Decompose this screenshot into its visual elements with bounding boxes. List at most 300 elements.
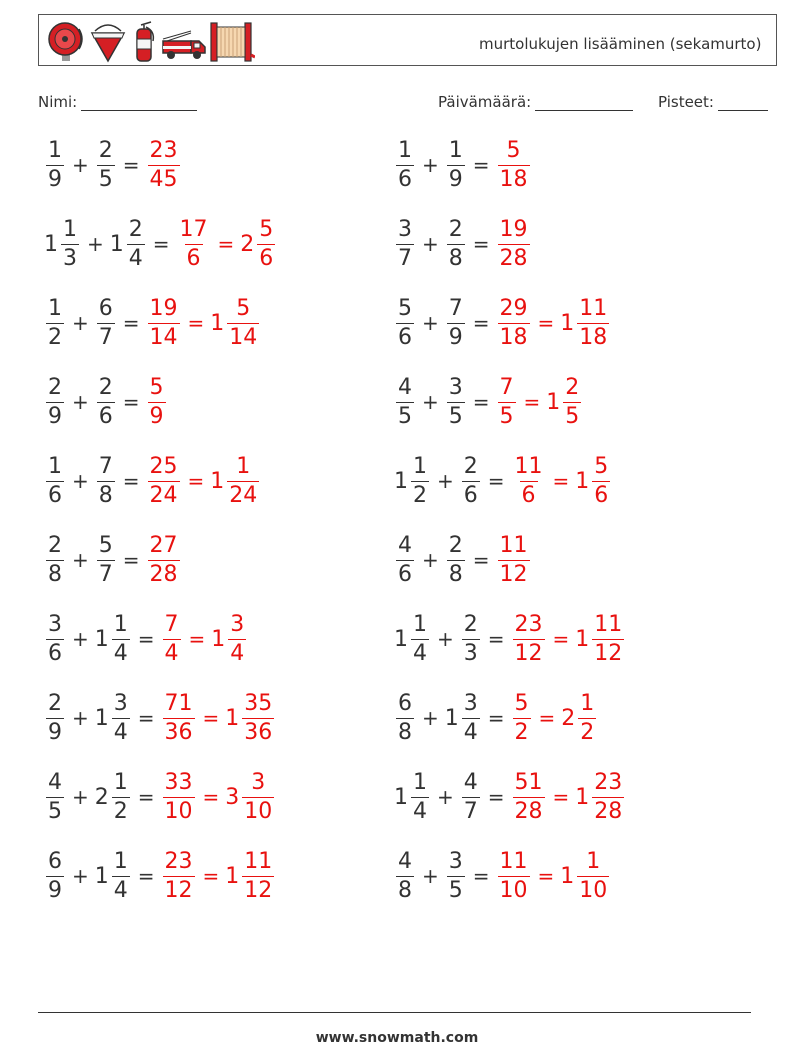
whole-number: 2 xyxy=(94,784,109,810)
answer-term xyxy=(146,137,182,192)
fraction xyxy=(148,137,180,192)
denominator: 6 xyxy=(98,403,113,429)
fraction xyxy=(396,216,414,271)
operand-term xyxy=(444,690,482,745)
denominator: 6 xyxy=(48,640,62,666)
equals-sign: = xyxy=(137,785,155,809)
denominator: 6 xyxy=(398,166,412,192)
answer-term xyxy=(240,216,277,271)
fraction xyxy=(411,453,429,508)
plus-sign: + xyxy=(422,706,439,730)
fraction xyxy=(112,611,130,666)
numerator: 1 xyxy=(413,611,427,637)
answer-term xyxy=(496,374,518,429)
operand-term xyxy=(44,690,66,745)
fraction xyxy=(242,690,274,745)
denominator: 8 xyxy=(98,482,113,508)
numerator: 5 xyxy=(98,532,113,558)
operand-term xyxy=(95,295,117,350)
answer-term xyxy=(225,690,276,745)
denominator: 12 xyxy=(164,877,193,903)
header-icons xyxy=(43,17,255,65)
problem-item xyxy=(44,134,182,196)
problem-item xyxy=(44,766,276,828)
denominator: 9 xyxy=(448,166,463,192)
denominator: 28 xyxy=(594,798,623,824)
score-line[interactable] xyxy=(718,96,768,111)
operand-term xyxy=(94,848,132,903)
equals-sign: = xyxy=(137,627,155,651)
fraction xyxy=(396,848,414,903)
numerator: 5 xyxy=(149,374,164,400)
fraction xyxy=(97,137,115,192)
fraction xyxy=(163,848,195,903)
numerator: 19 xyxy=(499,216,528,242)
denominator: 24 xyxy=(229,482,258,508)
numerator: 4 xyxy=(398,848,412,874)
equals-sign: = xyxy=(137,864,155,888)
answer-term xyxy=(225,769,276,824)
denominator: 4 xyxy=(113,877,128,903)
equals-sign: = xyxy=(472,311,490,335)
fraction xyxy=(163,611,181,666)
plus-sign: + xyxy=(72,390,89,414)
numerator: 1 xyxy=(63,216,77,242)
fraction xyxy=(97,374,115,429)
equals-sign: = xyxy=(487,627,505,651)
whole-number: 2 xyxy=(240,231,255,257)
plus-sign: + xyxy=(422,390,439,414)
whole-number: 1 xyxy=(560,310,575,336)
operand-term xyxy=(44,848,66,903)
numerator: 29 xyxy=(499,295,528,321)
equals-sign: = xyxy=(122,311,140,335)
answer-term xyxy=(161,769,197,824)
numerator: 1 xyxy=(448,137,463,163)
numerator: 1 xyxy=(236,453,251,479)
problem-item xyxy=(44,608,248,670)
answer-term xyxy=(225,848,276,903)
operand-term xyxy=(445,216,467,271)
whole-number: 1 xyxy=(210,310,225,336)
fraction xyxy=(228,611,246,666)
answer-term xyxy=(161,848,197,903)
answer-term xyxy=(575,453,612,508)
operand-term xyxy=(44,137,66,192)
whole-number: 1 xyxy=(394,468,408,494)
name-line[interactable] xyxy=(81,96,197,111)
answer-term xyxy=(511,453,547,508)
numerator: 11 xyxy=(579,295,608,321)
equals-sign: = xyxy=(137,706,155,730)
whole-number: 1 xyxy=(394,784,408,810)
numerator: 2 xyxy=(448,216,463,242)
operand-term xyxy=(394,611,431,666)
numerator: 2 xyxy=(98,374,113,400)
fraction xyxy=(163,769,195,824)
numerator: 1 xyxy=(113,848,128,874)
operand-term xyxy=(95,532,117,587)
numerator: 11 xyxy=(499,848,528,874)
numerator: 71 xyxy=(164,690,193,716)
denominator: 6 xyxy=(259,245,274,271)
operand-term xyxy=(394,137,416,192)
equals-sign: = xyxy=(202,785,220,809)
numerator: 1 xyxy=(48,295,62,321)
plus-sign: + xyxy=(72,548,89,572)
numerator: 19 xyxy=(149,295,178,321)
whole-number: 1 xyxy=(94,863,109,889)
numerator: 23 xyxy=(149,137,178,163)
fraction xyxy=(563,374,581,429)
equals-sign: = xyxy=(552,627,570,651)
fraction xyxy=(112,769,130,824)
operand-term xyxy=(44,611,66,666)
name-field xyxy=(38,93,197,111)
problem-item xyxy=(44,292,261,354)
denominator: 9 xyxy=(48,403,62,429)
fraction xyxy=(578,690,596,745)
equals-sign: = xyxy=(472,390,490,414)
numerator: 2 xyxy=(48,374,62,400)
numerator: 4 xyxy=(463,769,478,795)
footer-divider xyxy=(38,1012,751,1013)
problem-item xyxy=(44,213,277,275)
whole-number: 1 xyxy=(210,468,225,494)
denominator: 12 xyxy=(244,877,273,903)
denominator: 12 xyxy=(499,561,528,587)
whole-number: 1 xyxy=(546,389,561,415)
denominator: 28 xyxy=(499,245,528,271)
operand-term xyxy=(94,611,132,666)
plus-sign: + xyxy=(72,706,89,730)
equals-sign: = xyxy=(487,469,505,493)
numerator: 2 xyxy=(48,690,62,716)
fraction xyxy=(513,611,545,666)
problem-item xyxy=(394,134,532,196)
equals-sign: = xyxy=(523,390,541,414)
denominator: 10 xyxy=(499,877,528,903)
denominator: 9 xyxy=(448,324,463,350)
denominator: 4 xyxy=(128,245,143,271)
denominator: 2 xyxy=(113,798,128,824)
numerator: 11 xyxy=(244,848,273,874)
denominator: 7 xyxy=(398,245,412,271)
fraction xyxy=(46,295,64,350)
fraction xyxy=(178,216,210,271)
denominator: 9 xyxy=(48,877,62,903)
problem-item xyxy=(394,529,532,591)
numerator: 5 xyxy=(594,453,609,479)
fraction xyxy=(396,137,414,192)
operand-term xyxy=(394,532,416,587)
answer-term xyxy=(146,295,182,350)
operand-term xyxy=(44,295,66,350)
fraction xyxy=(46,532,64,587)
fraction xyxy=(411,769,429,824)
denominator: 8 xyxy=(48,561,62,587)
fraction xyxy=(498,137,530,192)
numerator: 1 xyxy=(113,769,128,795)
answer-term xyxy=(560,295,611,350)
answer-term xyxy=(496,137,532,192)
equals-sign: = xyxy=(472,864,490,888)
operand-term xyxy=(44,453,66,508)
operand-term xyxy=(94,690,132,745)
answer-term xyxy=(546,374,583,429)
denominator: 45 xyxy=(149,166,178,192)
fraction xyxy=(462,769,480,824)
fraction xyxy=(513,769,545,824)
answer-term xyxy=(511,769,547,824)
equals-sign: = xyxy=(538,706,556,730)
whole-number: 1 xyxy=(575,784,590,810)
answer-term xyxy=(496,295,532,350)
whole-number: 1 xyxy=(44,231,58,257)
fraction xyxy=(462,690,480,745)
answer-term xyxy=(176,216,212,271)
numerator: 2 xyxy=(128,216,143,242)
denominator: 4 xyxy=(113,719,128,745)
denominator: 14 xyxy=(229,324,258,350)
answer-term xyxy=(161,611,183,666)
operand-term xyxy=(95,137,117,192)
numerator: 5 xyxy=(514,690,529,716)
plus-sign: + xyxy=(422,864,439,888)
denominator: 7 xyxy=(463,798,478,824)
fraction xyxy=(577,848,609,903)
fraction xyxy=(97,453,115,508)
answer-term xyxy=(146,532,182,587)
answer-term xyxy=(210,453,261,508)
operand-term xyxy=(44,216,81,271)
denominator: 7 xyxy=(98,324,113,350)
denominator: 4 xyxy=(413,798,427,824)
fraction xyxy=(513,690,531,745)
fraction xyxy=(498,374,516,429)
fraction xyxy=(242,848,274,903)
numerator: 2 xyxy=(98,137,113,163)
numerator: 5 xyxy=(259,216,274,242)
numerator: 6 xyxy=(398,690,412,716)
answer-term xyxy=(496,532,532,587)
problem-item xyxy=(394,292,611,354)
denominator: 28 xyxy=(149,561,178,587)
numerator: 11 xyxy=(514,453,543,479)
whole-number: 1 xyxy=(225,863,240,889)
score-label: Pisteet: xyxy=(658,93,714,111)
operand-term xyxy=(445,848,467,903)
equals-sign: = xyxy=(202,864,220,888)
whole-number: 1 xyxy=(109,231,124,257)
fraction xyxy=(447,137,465,192)
fraction xyxy=(498,295,530,350)
fraction xyxy=(97,532,115,587)
numerator: 7 xyxy=(98,453,113,479)
fraction xyxy=(112,690,130,745)
operand-term xyxy=(394,295,416,350)
equals-sign: = xyxy=(152,232,170,256)
equals-sign: = xyxy=(537,864,555,888)
fraction xyxy=(396,295,414,350)
numerator: 5 xyxy=(398,295,412,321)
numerator: 4 xyxy=(398,532,412,558)
plus-sign: + xyxy=(422,311,439,335)
operand-term xyxy=(95,453,117,508)
denominator: 8 xyxy=(448,245,463,271)
denominator: 36 xyxy=(244,719,273,745)
fraction xyxy=(577,295,609,350)
denominator: 18 xyxy=(579,324,608,350)
numerator: 1 xyxy=(586,848,601,874)
fraction xyxy=(396,690,414,745)
operand-term xyxy=(95,374,117,429)
answer-term xyxy=(496,848,532,903)
denominator: 10 xyxy=(579,877,608,903)
operand-term xyxy=(394,453,431,508)
fraction xyxy=(447,532,465,587)
operand-term xyxy=(460,453,482,508)
equals-sign: = xyxy=(122,390,140,414)
name-label: Nimi: xyxy=(38,93,78,111)
numerator: 1 xyxy=(48,453,62,479)
problem-item xyxy=(44,687,276,749)
equals-sign: = xyxy=(187,311,205,335)
numerator: 23 xyxy=(164,848,193,874)
fire-hose-reel-icon xyxy=(209,19,255,63)
whole-number: 1 xyxy=(575,468,590,494)
whole-number: 1 xyxy=(560,863,575,889)
numerator: 27 xyxy=(149,532,178,558)
denominator: 10 xyxy=(244,798,273,824)
numerator: 2 xyxy=(463,611,478,637)
numerator: 33 xyxy=(164,769,193,795)
denominator: 8 xyxy=(448,561,463,587)
fraction xyxy=(112,848,130,903)
answer-term xyxy=(146,453,182,508)
answer-term xyxy=(511,611,547,666)
fraction xyxy=(46,690,64,745)
numerator: 51 xyxy=(514,769,543,795)
fraction xyxy=(462,611,480,666)
denominator: 4 xyxy=(463,719,478,745)
numerator: 11 xyxy=(499,532,528,558)
denominator: 12 xyxy=(514,640,543,666)
operand-term xyxy=(394,769,431,824)
equals-sign: = xyxy=(472,153,490,177)
equals-sign: = xyxy=(537,311,555,335)
numerator: 1 xyxy=(580,690,595,716)
fraction xyxy=(227,453,259,508)
equals-sign: = xyxy=(122,153,140,177)
equals-sign: = xyxy=(122,469,140,493)
operand-term xyxy=(445,295,467,350)
plus-sign: + xyxy=(72,627,89,651)
denominator: 9 xyxy=(149,403,164,429)
denominator: 6 xyxy=(463,482,478,508)
denominator: 3 xyxy=(63,245,77,271)
equals-sign: = xyxy=(202,706,220,730)
equals-sign: = xyxy=(188,627,206,651)
denominator: 4 xyxy=(164,640,179,666)
denominator: 14 xyxy=(149,324,178,350)
worksheet-title: murtolukujen lisääminen (sekamurto) xyxy=(479,35,762,53)
footer-url: www.snowmath.com xyxy=(315,1030,479,1046)
denominator: 10 xyxy=(164,798,193,824)
numerator: 11 xyxy=(594,611,623,637)
denominator: 9 xyxy=(48,719,62,745)
fraction xyxy=(257,216,275,271)
plus-sign: + xyxy=(437,627,454,651)
numerator: 3 xyxy=(448,374,463,400)
denominator: 8 xyxy=(398,877,412,903)
answer-term xyxy=(575,769,626,824)
fraction xyxy=(592,769,624,824)
fire-bucket-icon xyxy=(89,19,127,63)
score-field xyxy=(658,93,768,111)
operand-term xyxy=(44,374,66,429)
date-line[interactable] xyxy=(535,96,633,111)
numerator: 3 xyxy=(251,769,266,795)
equals-sign: = xyxy=(487,706,505,730)
problem-item xyxy=(44,450,261,512)
fraction xyxy=(447,295,465,350)
problem-item xyxy=(394,213,532,275)
denominator: 18 xyxy=(499,166,528,192)
operand-term xyxy=(394,216,416,271)
answer-term xyxy=(161,690,197,745)
whole-number: 1 xyxy=(225,705,240,731)
denominator: 28 xyxy=(514,798,543,824)
numerator: 3 xyxy=(463,690,478,716)
problem-item xyxy=(394,687,598,749)
numerator: 1 xyxy=(48,137,62,163)
numerator: 7 xyxy=(448,295,463,321)
numerator: 23 xyxy=(594,769,623,795)
fraction xyxy=(447,216,465,271)
plus-sign: + xyxy=(72,311,89,335)
plus-sign: + xyxy=(72,153,89,177)
denominator: 8 xyxy=(398,719,412,745)
answer-term xyxy=(210,295,261,350)
fire-extinguisher-icon xyxy=(129,19,159,63)
numerator: 1 xyxy=(413,453,427,479)
answer-term xyxy=(561,690,598,745)
numerator: 3 xyxy=(113,690,128,716)
operand-term xyxy=(94,769,132,824)
answer-term xyxy=(560,848,611,903)
problem-item xyxy=(44,529,182,591)
fraction xyxy=(148,374,166,429)
answer-term xyxy=(511,690,533,745)
fraction xyxy=(227,295,259,350)
whole-number: 1 xyxy=(211,626,226,652)
answer-term xyxy=(575,611,626,666)
denominator: 5 xyxy=(499,403,514,429)
denominator: 6 xyxy=(48,482,62,508)
operand-term xyxy=(109,216,147,271)
denominator: 9 xyxy=(48,166,62,192)
fraction xyxy=(97,295,115,350)
problem-item xyxy=(394,845,611,907)
plus-sign: + xyxy=(72,469,89,493)
plus-sign: + xyxy=(422,153,439,177)
denominator: 5 xyxy=(98,166,113,192)
numerator: 6 xyxy=(48,848,62,874)
denominator: 5 xyxy=(565,403,580,429)
fraction xyxy=(411,611,429,666)
numerator: 23 xyxy=(514,611,543,637)
